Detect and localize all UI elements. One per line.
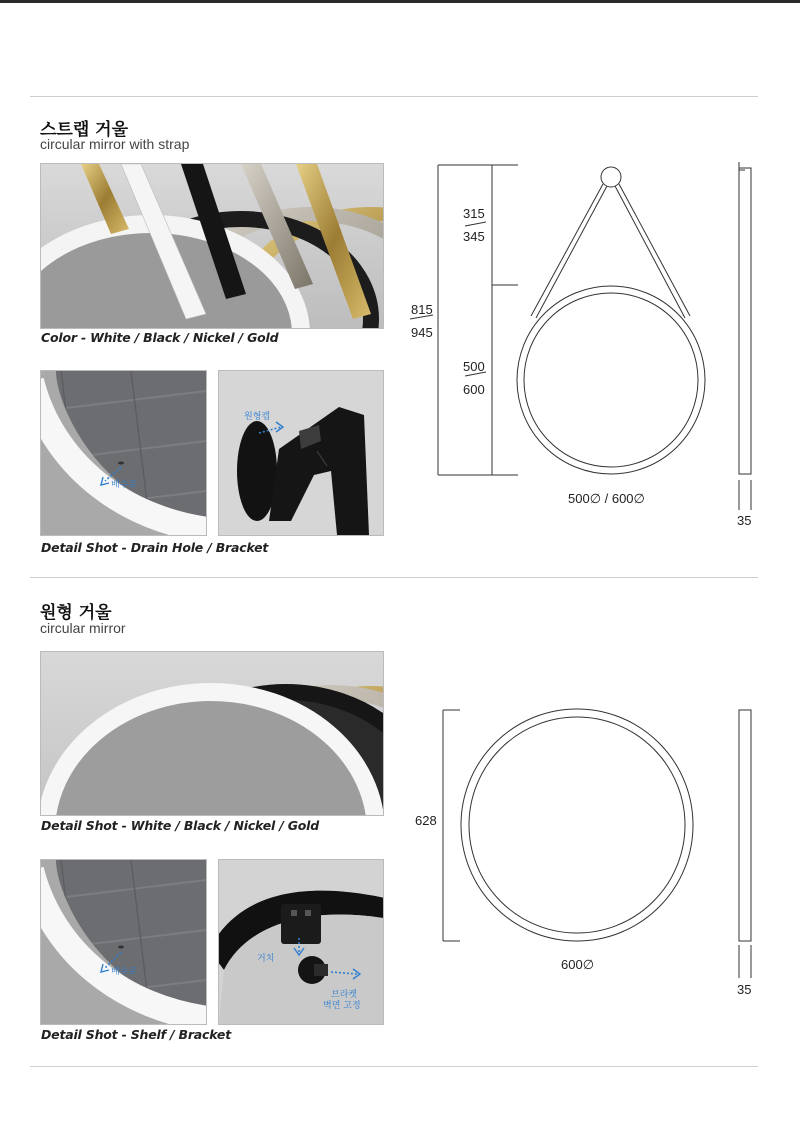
dim-strap-top: 315 xyxy=(463,206,485,221)
section1-title-ko: 스트랩 거울 xyxy=(40,120,129,140)
photo-strap-colors xyxy=(40,163,384,329)
dim-diameter-2: 600∅ xyxy=(561,957,595,972)
label-drain: 배수로 xyxy=(111,480,138,490)
section1-title-en: circular mirror with strap xyxy=(40,136,190,152)
photo-circular-colors xyxy=(40,651,384,816)
photo-bracket-wall xyxy=(218,859,384,1025)
divider-top xyxy=(30,96,758,97)
strap-mirror-drawing xyxy=(400,150,780,570)
divider-bottom xyxy=(30,1066,758,1067)
photo-round-cap-bracket xyxy=(218,370,384,536)
dim-ring-top: 500 xyxy=(463,359,485,374)
label-drain-2: 배수로 xyxy=(111,967,138,977)
dim-depth-2: 35 xyxy=(737,982,752,997)
dim-height: 628 xyxy=(415,813,437,828)
label-bracket: 브라켓 xyxy=(331,990,358,1000)
label-wall-fix: 벽면 고정 xyxy=(323,1001,361,1011)
section2-caption-detail: Detail Shot - Shelf / Bracket xyxy=(41,1027,231,1042)
section1-caption-detail: Detail Shot - Drain Hole / Bracket xyxy=(41,540,269,555)
label-shelf: 거치 xyxy=(257,954,275,964)
dim-ring-bottom: 600 xyxy=(463,382,485,397)
dim-strap-bottom: 345 xyxy=(463,229,485,244)
photo-drain-hole xyxy=(40,370,207,536)
top-border xyxy=(0,0,800,3)
label-round-cap: 원형캡 xyxy=(244,412,271,422)
dim-total-bottom: 945 xyxy=(411,325,433,340)
circular-mirror-drawing xyxy=(400,700,780,1000)
dim-depth: 35 xyxy=(737,513,752,528)
photo-shelf xyxy=(40,859,207,1025)
section2-title-en: circular mirror xyxy=(40,620,126,636)
divider-middle xyxy=(30,577,758,578)
section2-caption-colors: Detail Shot - White / Black / Nickel / Gold xyxy=(41,818,320,833)
dim-total-top: 815 xyxy=(411,302,433,317)
section2-title-ko: 원형 거울 xyxy=(40,603,112,623)
dim-diameter: 500∅ / 600∅ xyxy=(568,491,645,506)
section1-caption-colors: Color - White / Black / Nickel / Gold xyxy=(41,330,279,345)
